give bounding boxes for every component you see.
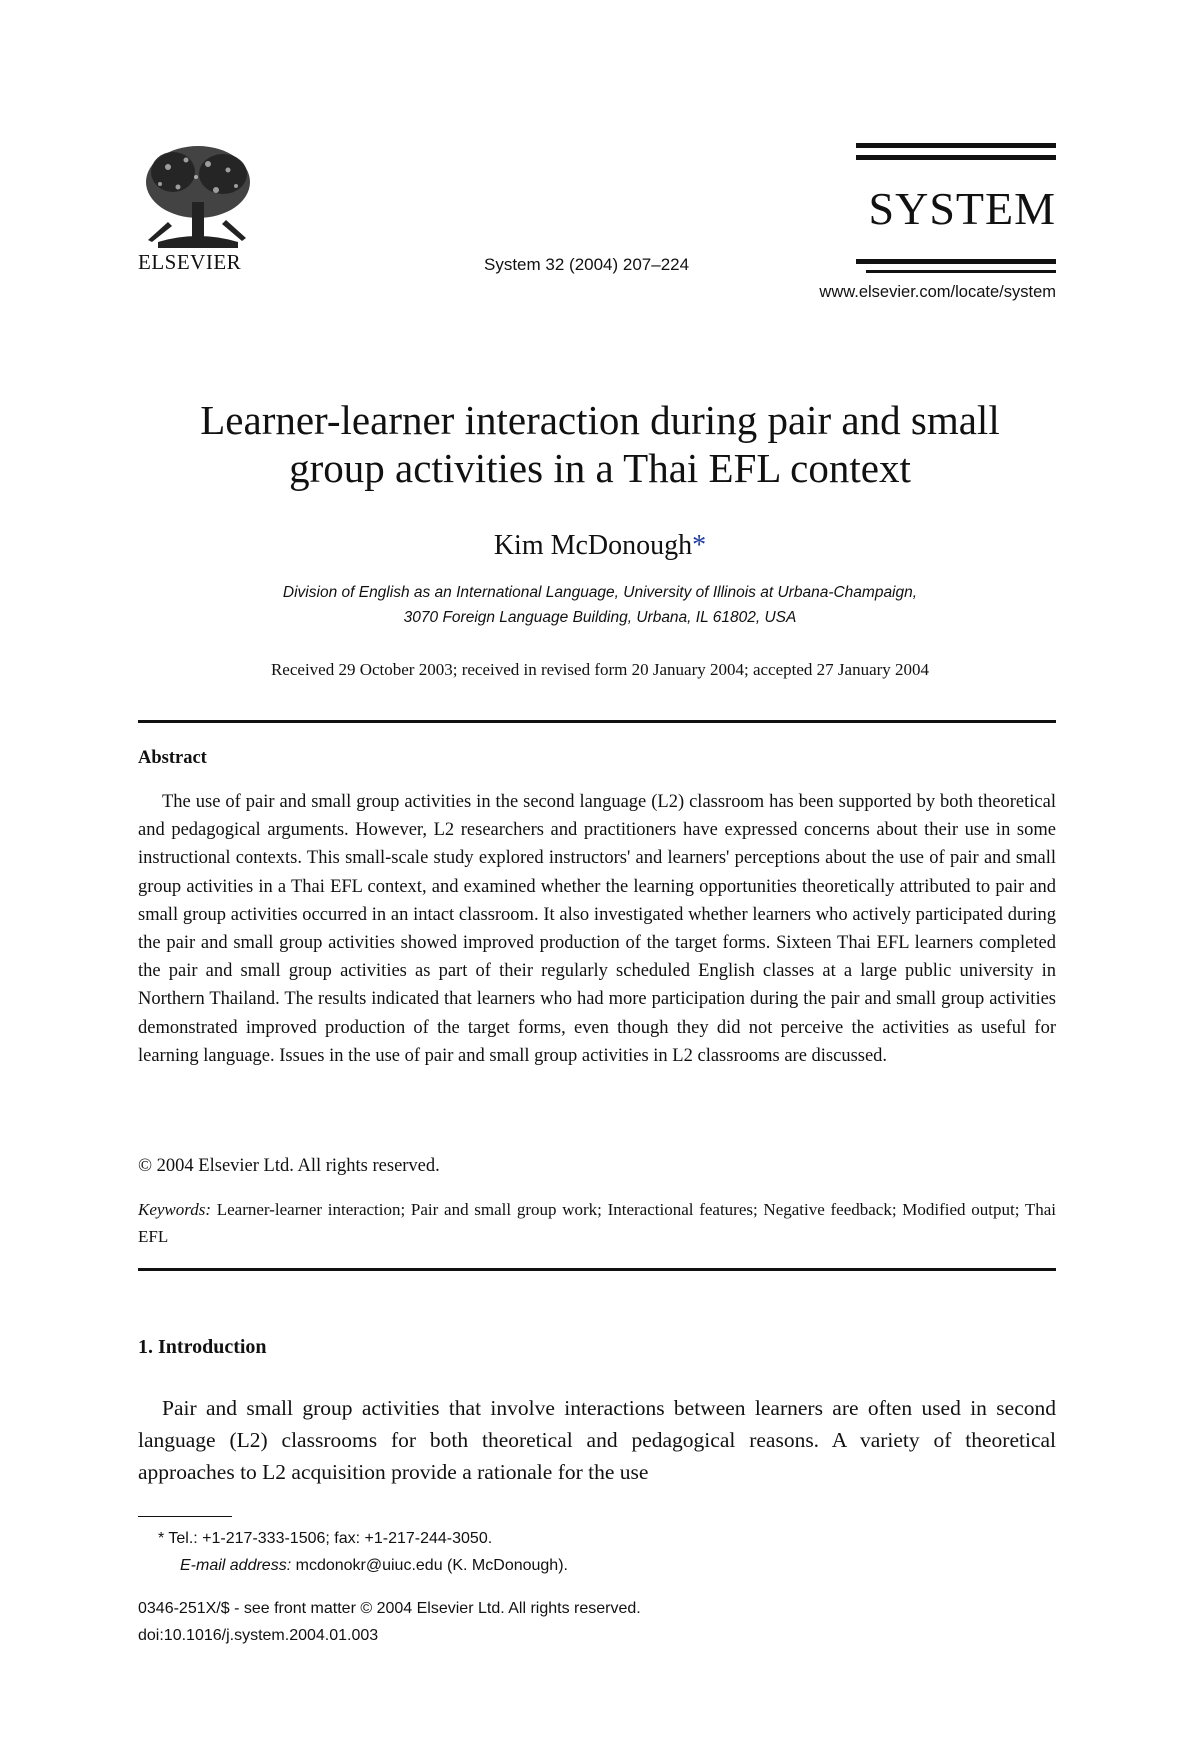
affiliation-line-1: Division of English as an International Language, University of Illinois at Urbana-Champaign,: [282, 584, 918, 601]
front-matter: 0346-251X/$ - see front matter © 2004 Elsevier Ltd. All rights reserved.: [138, 1600, 641, 1617]
journal-rule-top-2: [856, 155, 1056, 160]
article-title-line-1: Learner-learner interaction during pair and small: [200, 397, 1000, 443]
abstract-body: The use of pair and small group activities in the second language (L2) classroom has been supported by both theoretical and pedagogical arguments. However, L2 researchers and practitioners have expressed concerns about their use in some instructional contexts. This small-scale study explored instructors' and learners' perceptions about the use of pair and small group activities in a Thai EFL context, and examined whether the learning opportunities theoretically attributed to pair and small group activities occurred in an intact classroom. It also investigated whether learners who actively participated during the pair and small group activities showed improved production of the target forms. Sixteen Thai EFL learners completed the pair and small group activities as part of their regularly scheduled English classes at a large public university in Northern Thailand. The results indicated that learners who had more participation during the pair and small group activities demonstrated improved production of the target forms, even though they did not perceive the activities as useful for learning language. Issues in the use of pair and small group activities in L2 classrooms are discussed.: [138, 792, 1056, 1066]
publisher-name: ELSEVIER: [138, 250, 242, 274]
abstract-bottom-rule: [138, 1268, 1056, 1271]
journal-rule-bottom-2: [866, 270, 1056, 273]
footnote-contact: * Tel.: +1-217-333-1506; fax: +1-217-244-3050.: [158, 1530, 493, 1547]
affiliation-line-2: 3070 Foreign Language Building, Urbana, IL 61802, USA: [403, 609, 797, 626]
author-footnote-marker[interactable]: *: [692, 530, 707, 561]
abstract-heading: Abstract: [138, 748, 207, 768]
journal-citation: System 32 (2004) 207–224: [484, 255, 690, 274]
journal-url[interactable]: www.elsevier.com/locate/system: [819, 283, 1056, 301]
abstract-top-rule: [138, 720, 1056, 723]
keywords-label: Keywords:: [138, 1200, 212, 1219]
author-name: Kim McDonough: [493, 530, 693, 561]
keywords-list: Learner-learner interaction; Pair and small group work; Interactional features; Negative feedback; Modified output; Thai EFL: [138, 1200, 1057, 1246]
author: [120, 530, 1080, 562]
article-title: [120, 396, 1080, 492]
doi[interactable]: doi:10.1016/j.system.2004.01.003: [138, 1627, 379, 1644]
email-address[interactable]: mcdonokr@uiuc.edu (K. McDonough).: [295, 1557, 568, 1574]
keywords: [138, 1196, 1056, 1250]
elsevier-tree-logo-icon: [138, 142, 258, 264]
footnote-rule: [138, 1516, 232, 1517]
introduction-body: Pair and small group activities that involve interactions between learners are often used in second language (L2) classrooms for both theoretical and pedagogical reasons. A variety of theoretical approaches to L2 acquisition provide a rationale for the use: [138, 1396, 1056, 1484]
article-title-line-2: group activities in a Thai EFL context: [289, 445, 911, 491]
journal-rule-bottom-1: [856, 259, 1056, 264]
footnote-email: [180, 1557, 568, 1575]
journal-title: SYSTEM: [868, 183, 1056, 234]
journal-rule-top-1: [856, 143, 1056, 148]
abstract-copyright: © 2004 Elsevier Ltd. All rights reserved.: [138, 1156, 440, 1176]
section-heading-introduction: 1. Introduction: [138, 1336, 267, 1358]
received-dates: Received 29 October 2003; received in revised form 20 January 2004; accepted 27 January 2004: [270, 660, 930, 679]
affiliation: [120, 580, 1080, 630]
email-label: E-mail address:: [180, 1557, 292, 1574]
